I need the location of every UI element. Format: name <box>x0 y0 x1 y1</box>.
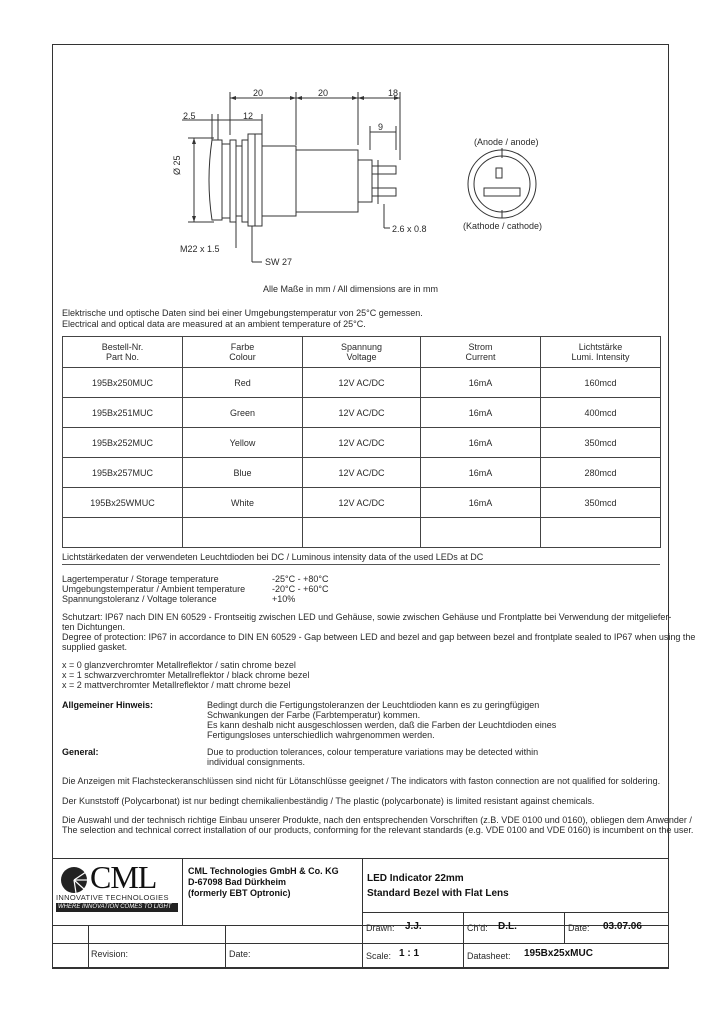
protection-de-1: Schutzart: IP67 nach DIN EN 60529 - Frontseitig zwischen LED und Gehäuse, sowie zwischen Gehäuse und Frontplatte bei Verwendung der mitgeliefer- <box>62 612 672 622</box>
cell-colour: Blue <box>183 458 303 488</box>
cell-current: 16mA <box>421 398 541 428</box>
general-de-4: Fertigungsloses unterschiedlich wahrgenommen werden. <box>207 730 435 740</box>
note-lumi: Lichtstärkedaten der verwendeten Leuchtdioden bei DC / Luminous intensity data of the used LEDs at DC <box>62 552 484 562</box>
cell-colour <box>183 518 303 548</box>
table-row <box>63 368 661 398</box>
table-row <box>63 518 661 548</box>
dimension-note: Alle Maße in mm / All dimensions are in mm <box>263 284 439 294</box>
cell-voltage: 12V AC/DC <box>303 458 421 488</box>
cell-intensity: 350mcd <box>541 428 661 458</box>
titleblock-line <box>52 943 669 944</box>
cell-intensity <box>541 518 661 548</box>
cell-voltage: 12V AC/DC <box>303 398 421 428</box>
cell-part-no: 195Bx252MUC <box>63 428 183 458</box>
storage-label: Lagertemperatur / Storage temperature <box>62 574 219 584</box>
cell-voltage: 12V AC/DC <box>303 428 421 458</box>
cell-intensity: 160mcd <box>541 368 661 398</box>
titleblock-line <box>463 912 464 943</box>
bezel-x0: x = 0 glanzverchromter Metallreflektor / satin chrome bezel <box>62 660 296 670</box>
cell-voltage: 12V AC/DC <box>303 368 421 398</box>
checked-value: D.L. <box>498 921 517 932</box>
table-row <box>63 458 661 488</box>
general-de-1: Bedingt durch die Fertigungstoleranzen der Leuchtdioden kann es zu geringfügigen <box>207 700 540 710</box>
cell-current: 16mA <box>421 368 541 398</box>
divider <box>62 564 660 565</box>
dim-20-b: 20 <box>318 88 329 98</box>
cell-current <box>421 518 541 548</box>
logo-subtitle: INNOVATIVE TECHNOLOGIES <box>56 893 169 902</box>
titleblock-line <box>225 925 226 968</box>
dim-20-a: 20 <box>253 88 264 98</box>
table-row <box>63 488 661 518</box>
dim-9: 9 <box>378 122 384 132</box>
cell-part-no: 195Bx25WMUC <box>63 488 183 518</box>
table-header-row <box>63 337 661 368</box>
dimension-drawing <box>0 0 720 300</box>
bezel-x1: x = 1 schwarzverchromter Metallreflektor / black chrome bezel <box>62 670 310 680</box>
header-intensity: Lichtstärke Lumi. Intensity <box>541 337 661 368</box>
wrench-size: SW 27 <box>265 257 293 267</box>
terminal-size: 2.6 x 0.8 <box>392 224 427 234</box>
titleblock-line <box>564 912 565 943</box>
cell-part-no <box>63 518 183 548</box>
revision-label: Revision: <box>91 949 129 959</box>
dim-12: 12 <box>243 111 254 121</box>
protection-en-1: Degree of protection: IP67 in accordance to DIN EN 60529 - Gap between LED and bezel and gap between bezel and frontplate sealed to IP67 when using the <box>62 632 696 642</box>
anode-label: (Anode / anode) <box>474 137 539 147</box>
cell-colour: Red <box>183 368 303 398</box>
dim-18: 18 <box>388 88 399 98</box>
note-faston: Die Anzeigen mit Flachsteckeranschlüssen sind nicht für Lötanschlüsse geeignet / The indicators with faston connection are not qualified for soldering. <box>62 776 661 786</box>
thread-label: M22 x 1.5 <box>180 244 220 254</box>
storage-value: -25°C - +80°C <box>272 574 329 584</box>
cell-colour: Green <box>183 398 303 428</box>
header-part-no: Bestell-Nr. Part No. <box>63 337 183 368</box>
header-voltage: Spannung Voltage <box>303 337 421 368</box>
scale-label: Scale: <box>366 951 392 961</box>
date-label: Date: <box>568 923 590 933</box>
cell-part-no: 195Bx251MUC <box>63 398 183 428</box>
titleblock-line <box>182 858 183 925</box>
product-subtitle: Standard Bezel with Flat Lens <box>367 888 509 899</box>
scale-value: 1 : 1 <box>399 948 420 959</box>
logo-text: CML <box>90 859 157 895</box>
cell-colour: White <box>183 488 303 518</box>
company-address: D-67098 Bad Dürkheim <box>188 877 287 887</box>
table-row <box>63 428 661 458</box>
voltage-value: +10% <box>272 594 296 604</box>
cell-current: 16mA <box>421 458 541 488</box>
titleblock-line <box>362 858 363 968</box>
titleblock-line <box>52 968 669 969</box>
cell-intensity: 400mcd <box>541 398 661 428</box>
cell-intensity: 280mcd <box>541 458 661 488</box>
bezel-x2: x = 2 mattverchromter Metallreflektor / matt chrome bezel <box>62 680 291 690</box>
titleblock-line <box>463 943 464 968</box>
general-de-3: Es kann deshalb nicht ausgeschlossen werden, daß die Farben der Leuchtdioden eines <box>207 720 557 730</box>
logo-tagline: WHERE INNOVATION COMES TO LIGHT <box>58 904 172 910</box>
revision-date-label: Date: <box>229 949 251 959</box>
datasheet-label: Datasheet: <box>467 951 511 961</box>
date-value: 03.07.06 <box>603 921 642 932</box>
checked-label: Ch'd: <box>467 923 488 933</box>
intro-de: Elektrische und optische Daten sind bei einer Umgebungstemperatur von 25°C gemessen. <box>62 308 423 318</box>
spec-table <box>62 336 661 548</box>
cathode-label: (Kathode / cathode) <box>463 221 543 231</box>
company-former: (formerly EBT Optronic) <box>188 888 291 898</box>
cell-colour: Yellow <box>183 428 303 458</box>
titleblock-line <box>362 912 669 913</box>
cell-intensity: 350mcd <box>541 488 661 518</box>
cell-current: 16mA <box>421 428 541 458</box>
cell-current: 16mA <box>421 488 541 518</box>
cell-voltage <box>303 518 421 548</box>
general-de-label: Allgemeiner Hinweis: <box>62 700 154 710</box>
datasheet-value: 195Bx25xMUC <box>524 948 593 959</box>
general-de-2: Schwankungen der Farbe (Farbtemperatur) kommen. <box>207 710 421 720</box>
note-selection-en: The selection and technical correct installation of our products, conforming for the relevant standards (e.g. VDE 0100 and VDE 0160) is incumbent on the user. <box>62 825 694 835</box>
titleblock-line <box>88 925 89 968</box>
drawn-label: Drawn: <box>366 923 395 933</box>
product-title: LED Indicator 22mm <box>367 873 464 884</box>
intro-en: Electrical and optical data are measured at an ambient temperature of 25°C. <box>62 319 366 329</box>
ambient-label: Umgebungstemperatur / Ambient temperature <box>62 584 246 594</box>
general-en-label: General: <box>62 747 99 757</box>
protection-en-2: supplied gasket. <box>62 642 128 652</box>
company-name: CML Technologies GmbH & Co. KG <box>188 866 339 876</box>
dim-2-5: 2.5 <box>183 111 196 121</box>
drawn-value: J.J. <box>405 921 422 932</box>
note-selection-de: Die Auswahl und der technisch richtige Einbau unserer Produkte, nach den entsprechenden Vorschriften (z.B. VDE 0100 und 0160), obliegen dem Anwender / <box>62 815 692 825</box>
protection-de-2: ten Dichtungen. <box>62 622 126 632</box>
cell-voltage: 12V AC/DC <box>303 488 421 518</box>
note-polycarbonate: Der Kunststoff (Polycarbonat) ist nur bedingt chemikalienbeständig / The plastic (polycarbonate) is limited resistant against chemicals. <box>62 796 595 806</box>
voltage-label: Spannungstoleranz / Voltage tolerance <box>62 594 217 604</box>
general-en-2: individual consignments. <box>207 757 306 767</box>
dim-diameter: Ø 25 <box>172 155 182 175</box>
header-current: Strom Current <box>421 337 541 368</box>
cell-part-no: 195Bx250MUC <box>63 368 183 398</box>
general-en-1: Due to production tolerances, colour temperature variations may be detected within <box>207 747 539 757</box>
table-row <box>63 398 661 428</box>
cell-part-no: 195Bx257MUC <box>63 458 183 488</box>
header-colour: Farbe Colour <box>183 337 303 368</box>
ambient-value: -20°C - +60°C <box>272 584 329 594</box>
